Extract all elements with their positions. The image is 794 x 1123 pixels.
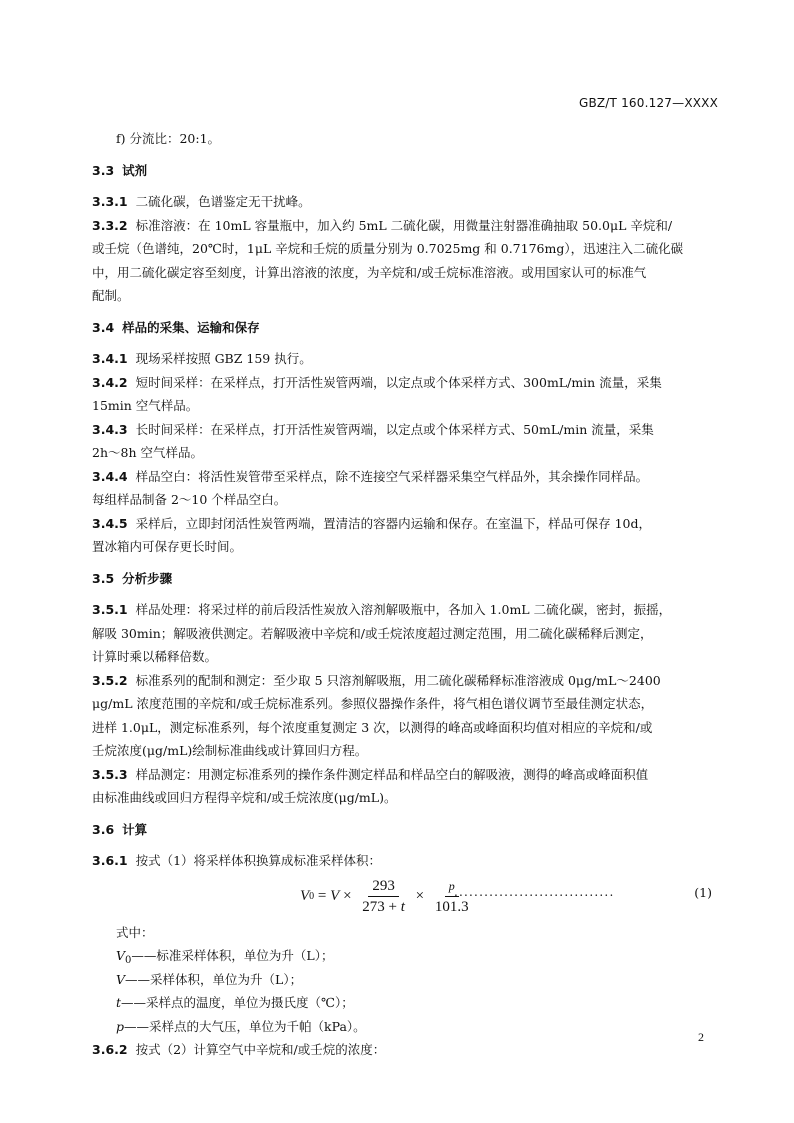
formula-1 <box>92 873 718 921</box>
clause-3-6-1 <box>92 849 718 873</box>
clause-number: 3.5.1 <box>92 602 128 617</box>
page-number: 2 <box>698 1030 704 1044</box>
section-number: 3.6 <box>92 821 115 837</box>
clause-3-5-1-line: 解吸 30min；解吸液供测定。若解吸液中辛烷和/或壬烷浓度超过测定范围，用二硫化碳稀释后测定， <box>92 625 653 641</box>
clause-text: 长时间采样：在采样点，打开活性炭管两端，以定点或个体采样方式、50mL/min 流量，采集 <box>135 421 654 437</box>
clause-number: 3.3.2 <box>92 217 128 233</box>
where-item: t——采样点的温度，单位为摄氏度（℃）； <box>116 995 354 1010</box>
clause-3-4-4-line: 每组样品制备 2～10 个样品空白。 <box>92 492 287 507</box>
equation-number: (1) <box>694 884 712 900</box>
clause-3-4-3-line <box>92 418 718 442</box>
clause-3-5-1-line <box>92 598 718 622</box>
section-heading-3-5 <box>92 567 718 591</box>
section-title: 分析步骤 <box>122 570 173 586</box>
clause-3-3-2-line: 中，用二硫化碳定容至刻度，计算出溶液的浓度，为辛烷和/或壬烷标准溶液。或用国家认可的标准气 <box>92 264 647 280</box>
formula-times: × <box>339 888 356 904</box>
document-body <box>92 127 718 1062</box>
clause-number: 3.5.2 <box>92 672 128 688</box>
clause-number: 3.4.1 <box>92 351 128 366</box>
clause-number: 3.4.4 <box>92 468 128 484</box>
section-number: 3.4 <box>92 319 115 335</box>
section-title: 试剂 <box>122 162 148 178</box>
where-item: V——采样体积，单位为升（L）； <box>116 971 303 987</box>
clause-number: 3.4.5 <box>92 515 128 531</box>
where-item: p——采样点的大气压，单位为千帕（kPa）。 <box>116 1018 366 1034</box>
clause-text: 现场采样按照 GBZ 159 执行。 <box>135 351 312 366</box>
formula-expression <box>300 877 476 917</box>
clause-3-3-2-line: 配制。 <box>92 288 130 303</box>
clause-text: 样品处理：将采过样的前后段活性炭放入溶剂解吸瓶中，各加入 1.0mL 二硫化碳，密封，振摇， <box>135 602 672 617</box>
section-number: 3.5 <box>92 570 115 586</box>
clause-text: 按式（1）将采样体积换算成标准采样体积： <box>135 853 382 868</box>
fraction-denominator: 273 + t <box>362 898 405 915</box>
section-heading-3-4 <box>92 316 718 340</box>
clause-3-5-2-line <box>92 669 718 693</box>
clause-text: 二硫化碳，色谱鉴定无干扰峰。 <box>135 194 311 209</box>
clause-text: 按式（2）计算空气中辛烷和/或壬烷的浓度： <box>135 1042 386 1057</box>
clause-number: 3.6.1 <box>92 853 128 868</box>
fraction-numerator: 293 <box>368 878 399 897</box>
list-item-f: f) 分流比：20:1。 <box>116 131 221 146</box>
formula-leader-dots: ................................ <box>454 884 615 899</box>
clause-3-4-1 <box>92 347 718 371</box>
clause-number: 3.4.2 <box>92 374 128 390</box>
clause-text: 样品空白：将活性炭管带至采样点，除不连接空气采样器采集空气样品外，其余操作同样品。 <box>135 468 649 484</box>
clause-text: 短时间采样：在采样点，打开活性炭管两端，以定点或个体采样方式、300mL/min 流量，采集 <box>135 374 662 390</box>
formula-lhs: V <box>300 888 310 904</box>
formula-equals: = <box>314 888 331 904</box>
clause-3-5-1-line: 计算时乘以稀释倍数。 <box>92 649 218 664</box>
section-heading-3-6 <box>92 818 718 842</box>
clause-text: 标准溶液：在 10mL 容量瓶中，加入约 5mL 二硫化碳，用微量注射器准确抽取 50.0μL 辛烷和/ <box>135 217 673 233</box>
formula-times: × <box>411 888 428 904</box>
clause-3-3-2-line: 或壬烷（色谱纯，20℃时，1μL 辛烷和壬烷的质量分别为 0.7025mg 和 0.7176mg），迅速注入二硫化碳 <box>92 241 684 256</box>
where-item: $V_0——$标准采样体积，单位为升（L）； <box>116 948 334 966</box>
formula-v: V <box>330 888 340 904</box>
where-label: 式中： <box>116 924 154 940</box>
clause-number: 3.5.3 <box>92 766 128 782</box>
clause-number: 3.4.3 <box>92 421 128 437</box>
clause-3-5-3-line <box>92 763 718 787</box>
clause-3-4-4-line <box>92 465 718 489</box>
clause-3-5-2-line: 壬烷浓度(μg/mL)绘制标准曲线或计算回归方程。 <box>92 743 368 758</box>
fraction-denominator: 101.3 <box>434 898 469 915</box>
section-heading-3-3 <box>92 159 718 183</box>
clause-3-5-3-line: 由标准曲线或回归方程得辛烷和/或壬烷浓度(μg/mL)。 <box>92 790 397 805</box>
clause-3-5-2-line: 进样 1.0μL，测定标准系列，每个浓度重复测定 3 次，以测得的峰高或峰面积均值对相应的辛烷和/或 <box>92 719 653 735</box>
section-title: 样品的采集、运输和保存 <box>122 319 260 335</box>
document-code-header: GBZ/T 160.127—XXXX <box>578 96 718 110</box>
formula-lhs-sub: 0 <box>309 891 315 902</box>
clause-text: 标准系列的配制和测定：至少取 5 只溶剂解吸瓶，用二硫化碳稀释标准溶液成 0μg/mL～2400 <box>135 672 661 688</box>
section-title: 计算 <box>122 821 148 837</box>
fraction-numerator: p <box>445 878 459 897</box>
fraction-temperature <box>358 878 409 916</box>
clause-3-3-1 <box>92 190 718 214</box>
clause-number: 3.3.1 <box>92 194 128 209</box>
clause-number: 3.6.2 <box>92 1042 128 1057</box>
clause-text: 样品测定：用测定标准系列的操作条件测定样品和样品空白的解吸液，测得的峰高或峰面积值 <box>135 766 649 782</box>
clause-3-6-2 <box>92 1038 718 1062</box>
clause-3-4-5-line <box>92 512 718 536</box>
clause-3-3-2-line <box>92 214 718 238</box>
clause-3-4-2-line <box>92 371 718 395</box>
clause-3-5-2-line: μg/mL 浓度范围的辛烷和/或壬烷标准系列。参照仪器操作条件，将气相色谱仪调节至最佳测定状态， <box>92 696 654 711</box>
clause-3-4-2-line: 15min 空气样品。 <box>92 398 199 413</box>
clause-3-4-3-line: 2h～8h 空气样品。 <box>92 445 203 460</box>
clause-3-4-5-line: 置冰箱内可保存更长时间。 <box>92 539 243 554</box>
clause-text: 采样后，立即封闭活性炭管两端，置清洁的容器内运输和保存。在室温下，样品可保存 10d， <box>135 515 651 531</box>
section-number: 3.3 <box>92 162 115 178</box>
